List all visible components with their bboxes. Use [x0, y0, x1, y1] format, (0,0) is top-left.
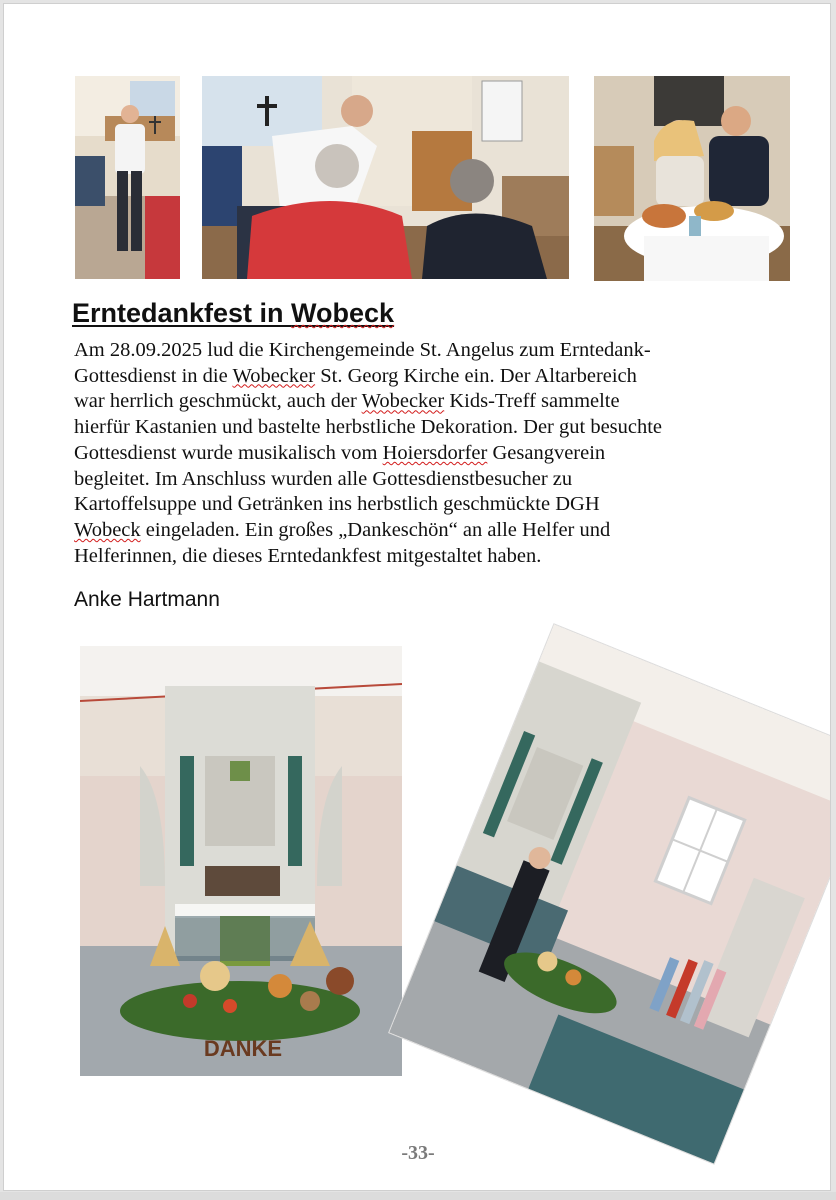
photo-speaker [75, 76, 180, 279]
text-segment: Gesangverein [487, 441, 606, 464]
article-line: Helferinnen, die dieses Erntedankfest mitgestaltet haben. [74, 544, 542, 567]
article-line: begleitet. Im Anschluss wurden alle Gottesdienstbesucher zu [74, 467, 573, 490]
article-line: Kartoffelsuppe und Getränken ins herbstlich geschmückte DGH [74, 493, 600, 516]
text-segment: war herrlich geschmückt, auch der [74, 390, 362, 413]
article-heading [72, 298, 394, 329]
text-segment: St. Georg Kirche ein. Der Altarbereich [315, 364, 637, 387]
article-line [74, 364, 754, 390]
text-segment: Hoiersdorfer [382, 441, 488, 464]
article-line [74, 518, 754, 544]
article-author: Anke Hartmann [74, 588, 220, 611]
article-line: Am 28.09.2025 lud die Kirchengemeinde St. Angelus zum Erntedank- [74, 339, 651, 361]
text-segment: Wobecker [361, 390, 445, 413]
text-segment: Gottesdienst in die [74, 364, 233, 387]
text-segment: Kids-Treff sammelte [444, 390, 620, 413]
heading-town: Wobeck [291, 298, 395, 328]
article-line [74, 389, 754, 415]
text-segment: eingeladen. Ein großes „Dankeschön“ an alle Helfer und [140, 518, 611, 541]
altar-sign-text: DANKE [203, 1036, 283, 1061]
text-segment: Wobeck [74, 518, 141, 541]
page-number: -33- [401, 1142, 435, 1164]
viewer-bottom-edge [0, 1192, 836, 1200]
photo-church-interior [389, 624, 831, 1163]
photo-altar [80, 646, 402, 1076]
article-body [74, 338, 754, 569]
text-segment: Gottesdienst wurde musikalisch vom [74, 441, 383, 464]
heading-text: Erntedankfest in [72, 298, 292, 328]
text-segment: Wobecker [232, 364, 316, 387]
photo-congregation [202, 76, 569, 279]
page [3, 3, 831, 1191]
article-line: hierfür Kastanien und bastelte herbstliche Dekoration. Der gut besuchte [74, 416, 663, 439]
photo-dinner-table [594, 76, 790, 281]
article-line [74, 441, 754, 467]
